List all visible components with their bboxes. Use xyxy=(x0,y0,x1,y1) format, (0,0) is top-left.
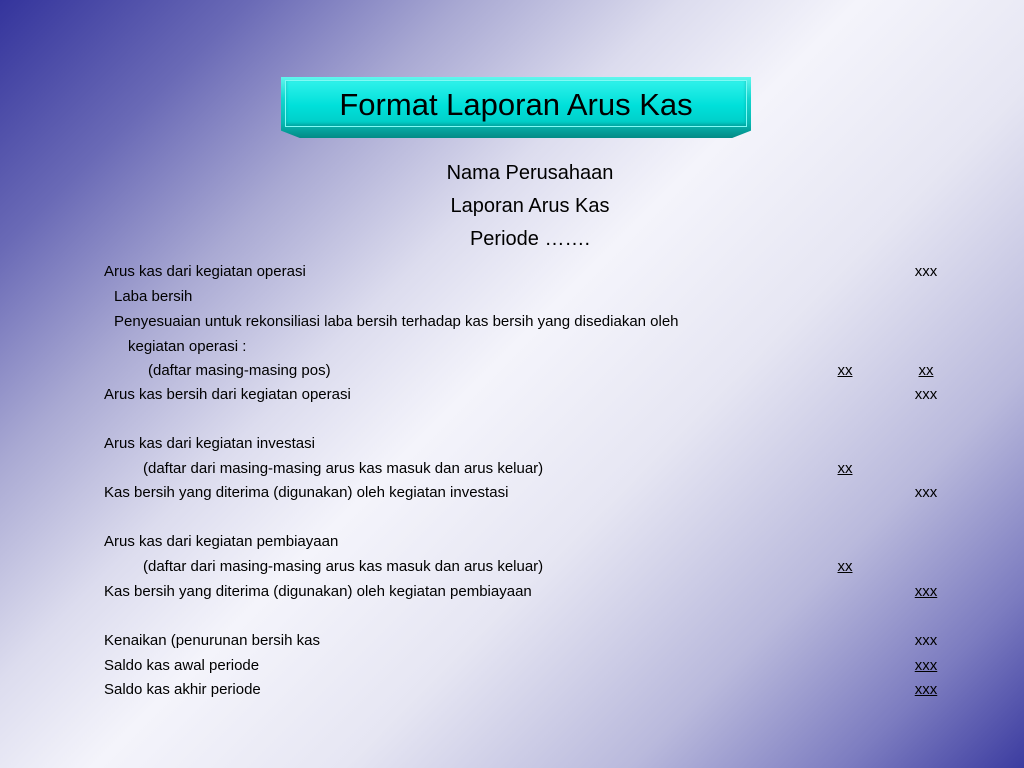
row-amount-total: xx xyxy=(918,362,934,379)
row-investing-items xyxy=(0,457,1024,481)
row-operating-activities xyxy=(0,260,1024,284)
row-financing-activities xyxy=(0,530,1024,554)
row-label: (daftar dari masing-masing arus kas masuk dan arus keluar) xyxy=(143,460,544,477)
report-period: Periode ……. xyxy=(469,228,591,250)
row-label: Penyesuaian untuk rekonsiliasi laba bersih terhadap kas bersih yang disediakan oleh xyxy=(114,313,679,330)
row-ending-cash xyxy=(0,678,1024,702)
row-net-income xyxy=(0,285,1024,309)
row-amount-total: xxx xyxy=(914,386,938,403)
row-label: Arus kas dari kegiatan pembiayaan xyxy=(104,533,339,550)
row-amount-total: xxx xyxy=(914,583,938,600)
company-name: Nama Perusahaan xyxy=(446,162,614,184)
report-name: Laporan Arus Kas xyxy=(450,195,610,217)
row-label: Laba bersih xyxy=(114,288,193,305)
row-label: Saldo kas awal periode xyxy=(104,657,260,674)
row-label: Arus kas dari kegiatan investasi xyxy=(104,435,315,452)
slide-title: Format Laporan Arus Kas xyxy=(339,87,693,122)
row-financing-items xyxy=(0,555,1024,579)
row-amount-total: xxx xyxy=(914,657,938,674)
row-amount-total: xxx xyxy=(914,681,938,698)
row-amount-detail: xx xyxy=(837,558,853,575)
row-label: Arus kas dari kegiatan operasi xyxy=(104,263,306,280)
row-investing-activities xyxy=(0,432,1024,456)
row-label: Kenaikan (penurunan bersih kas xyxy=(104,632,320,649)
row-label: Saldo kas akhir periode xyxy=(104,681,261,698)
row-net-financing-cash xyxy=(0,580,1024,604)
row-net-change-cash xyxy=(0,629,1024,653)
row-label: Kas bersih yang diterima (digunakan) oleh kegiatan investasi xyxy=(104,484,509,501)
row-amount-total: xxx xyxy=(914,484,938,501)
row-label: Kas bersih yang diterima (digunakan) oleh kegiatan pembiayaan xyxy=(104,583,532,600)
row-net-operating-cash xyxy=(0,383,1024,407)
row-operating-items xyxy=(0,359,1024,383)
row-label: (daftar dari masing-masing arus kas masuk dan arus keluar) xyxy=(143,558,544,575)
row-amount-total: xxx xyxy=(914,263,938,280)
row-label: kegiatan operasi : xyxy=(128,338,247,355)
row-beginning-cash xyxy=(0,654,1024,678)
row-amount-detail: xx xyxy=(837,362,853,379)
row-amount-total: xxx xyxy=(914,632,938,649)
row-amount-detail: xx xyxy=(837,460,853,477)
row-adjustments-cont xyxy=(0,335,1024,359)
row-net-investing-cash xyxy=(0,481,1024,505)
row-adjustments xyxy=(0,310,1024,334)
row-label: (daftar masing-masing pos) xyxy=(148,362,331,379)
row-label: Arus kas bersih dari kegiatan operasi xyxy=(104,386,351,403)
